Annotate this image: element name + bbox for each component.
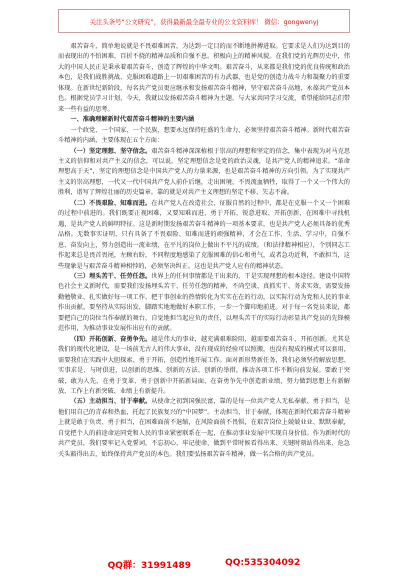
paragraph (58, 272, 350, 335)
paragraph (58, 199, 350, 272)
section-heading (58, 115, 350, 125)
paragraph-label: （四）开拓创新、奋勇争先。 (70, 335, 152, 343)
paragraph-label: （五）主动担当、甘于奉献。 (70, 398, 152, 406)
paragraph-text: 在共产党人在改造社会、征服自然的过程中，都是在克服一个又一个困难的过程中前进的。我们既要正视困难，又要知难而进、勇于开拓、锐意进取、开拓创新，在困难中寻找机遇，是共产党人的鲜明特征。这是新时期发扬艰苦奋斗精神的一项基本要求，也是共产党人必须具备的优秀品格。无数事实证明，只有具备了不畏艰险、知难而进的顽强精神，才会在工作、生活、学习中，自强不息、奋发向上，努力创造出一流业绩，在平凡的岗位上做出不平凡的成绩。（和法律精神相应），个别同志工作起来总是畏首畏尾，左顾右盼，不同程度地感染了克服困难的信心和勇气，或者急功近利，不敢担当，这些现象是与艰苦奋斗精神相悖的，必须坚决纠正。这也是共产党人应有的精神状态。 (58, 199, 350, 270)
paragraph (58, 42, 350, 115)
paragraph-text: 越是伟大的事业，越充满艰难险阻，越需要艰苦奋斗、开拓创新。尤其是我们的现代化建设，是一场前无古人的伟大事业，没有现成的经验可以照搬，也没有现成的模式可以套用，需要我们在实践中大胆探索、勇于开拓，创造性地开展工作。面对新形势新任务，我们必须坚持解放思想、实事求是、与时俱进，以创新的思维、创新的方法、创新的举措，推动各项工作不断向前发展。要敢于突破，敢为人先，在勇于变革、勇于创新中开拓新局面，在奋勇争先中创造新业绩，努力做到思想上有新解放、工作上有新突破、业绩上有新提升。 (58, 335, 350, 395)
paragraph-label: （一）坚定理想、坚守信念。 (70, 147, 152, 155)
footer (0, 558, 408, 572)
footer-qq: QQ:535304092 (225, 558, 301, 568)
paragraph-text: 一、准确理解新时代艰苦奋斗精神的主要内涵 (70, 116, 195, 124)
document-body (58, 42, 350, 542)
paragraph-text: 艰苦奋斗精神深深植根于崇高的理想和坚定的信念，集中表现为对马克思主义的信仰和对共产主义的信念，可以说，坚定理想信念是党的政治灵魂，是共产党人的精神追求。“革命理想高于天”，坚定的理想信念是中国共产党人的力量来源，也是艰苦奋斗精神的方向引领。为了实现共产主义的崇高理想，一代又一代中国共产党人前仆后继，走出困境，不畏流血牺牲，取得了一个又一个伟大的胜利，谱写了辉煌壮丽的历史篇章。靠的就是对共产主义理想的坚定不移、矢志不渝。 (58, 147, 350, 197)
paragraph (58, 126, 350, 147)
paragraph-text: 一个政党、一个国家、一个民族，想要永远保持旺盛的生命力，必须坚持艰苦奋斗精神。新时代艰苦奋斗精神的内涵，主要体现在五个方面： (58, 126, 350, 145)
paragraph (58, 335, 350, 398)
paragraph-label: （二）不畏艰险、知难而进。 (70, 199, 152, 207)
paragraph-text: 从使命之初到国强民富，靠的是每一位共产党人无私奉献、勇于担当，是他们用自己的青春和热血，托起了民族复兴的“中国梦”。主动担当、甘于奉献，体现在新时代艰苦奋斗精神上就是敢于负责、勇于担当，在困难面前不退缩，在风险面前不畏惧，在艰苦岗位上兢兢业业、默默奉献，自觉把个人的前途命运同党和人民的事业紧密联系在一起，在推动事业发展中实现自身价值。作为新时代的共产党员，我们要牢记入党誓词，不忘初心、牢记使命，做到平常时候看得出来、关键时刻站得出来、危急关头豁得出去，始终保持共产党员的本色。我们要弘扬艰苦奋斗精神，做一名合格的共产党员。 (58, 398, 350, 458)
paragraph-text: 艰苦奋斗、简单地说就是不畏艰难困苦，为达到一定目的而不断地拼搏进取。它要求是人们为达到目的而表现出的不怕困难、百折不挠的精神品质和自强不息。积极向上的精神风貌。在我们党的光辉历史中，伟大的中国人民正是秉承着艰苦奋斗，创造了辉煌的中华文明。艰苦奋斗，从来都是我们党的优良传统和政治本色，是我们战胜挑战、克服困难道路上一切艰难困苦的有力武器，也是党的创造力战斗力和凝聚力的重要体现。在新世纪新阶段，每名共产党员更应继承和发扬艰苦奋斗精神，坚守艰苦奋斗高地，永葆共产党员本色。根据党员学习计划，今天，我就以发扬艰苦奋斗精神为主题，与大家共同学习交流，希望能给同志们带来一些有益的思考。 (58, 43, 350, 113)
paragraph (58, 397, 350, 460)
paragraph (58, 147, 350, 199)
paragraph-label: （三）埋头苦干、任劳任怨。 (70, 272, 152, 280)
header-banner: 关注头条号“公文研究”，获得最新最全最专业的公文资料库！ 微信：gongwenyj (58, 9, 350, 33)
paragraph-text: 世界上的任何事情都是干出来的，干是实现理想的根本途径。建设中国特色社会主义新时代，需要我们发扬埋头苦干、任劳任怨的精神，不尚空谈、真抓实干、务求实效，需要发扬勤勉敬业、扎实做好每一项工作，把干事创业的热情转化为实实在在的行动，以实际行动为党和人民的事业作出贡献。要坚持从实际出发，脚踏实地地做好本职工作，一步一个脚印地前进。对于每一名党员来说，都要把自己的岗位当作奉献的舞台，自觉地担当起应负的责任，以埋头苦干的实际行动彰显共产党员的先锋模范作用，为推动事业发展作出应有的贡献。 (58, 272, 350, 333)
footer-qq-group: QQ群：31991489 (107, 561, 192, 571)
